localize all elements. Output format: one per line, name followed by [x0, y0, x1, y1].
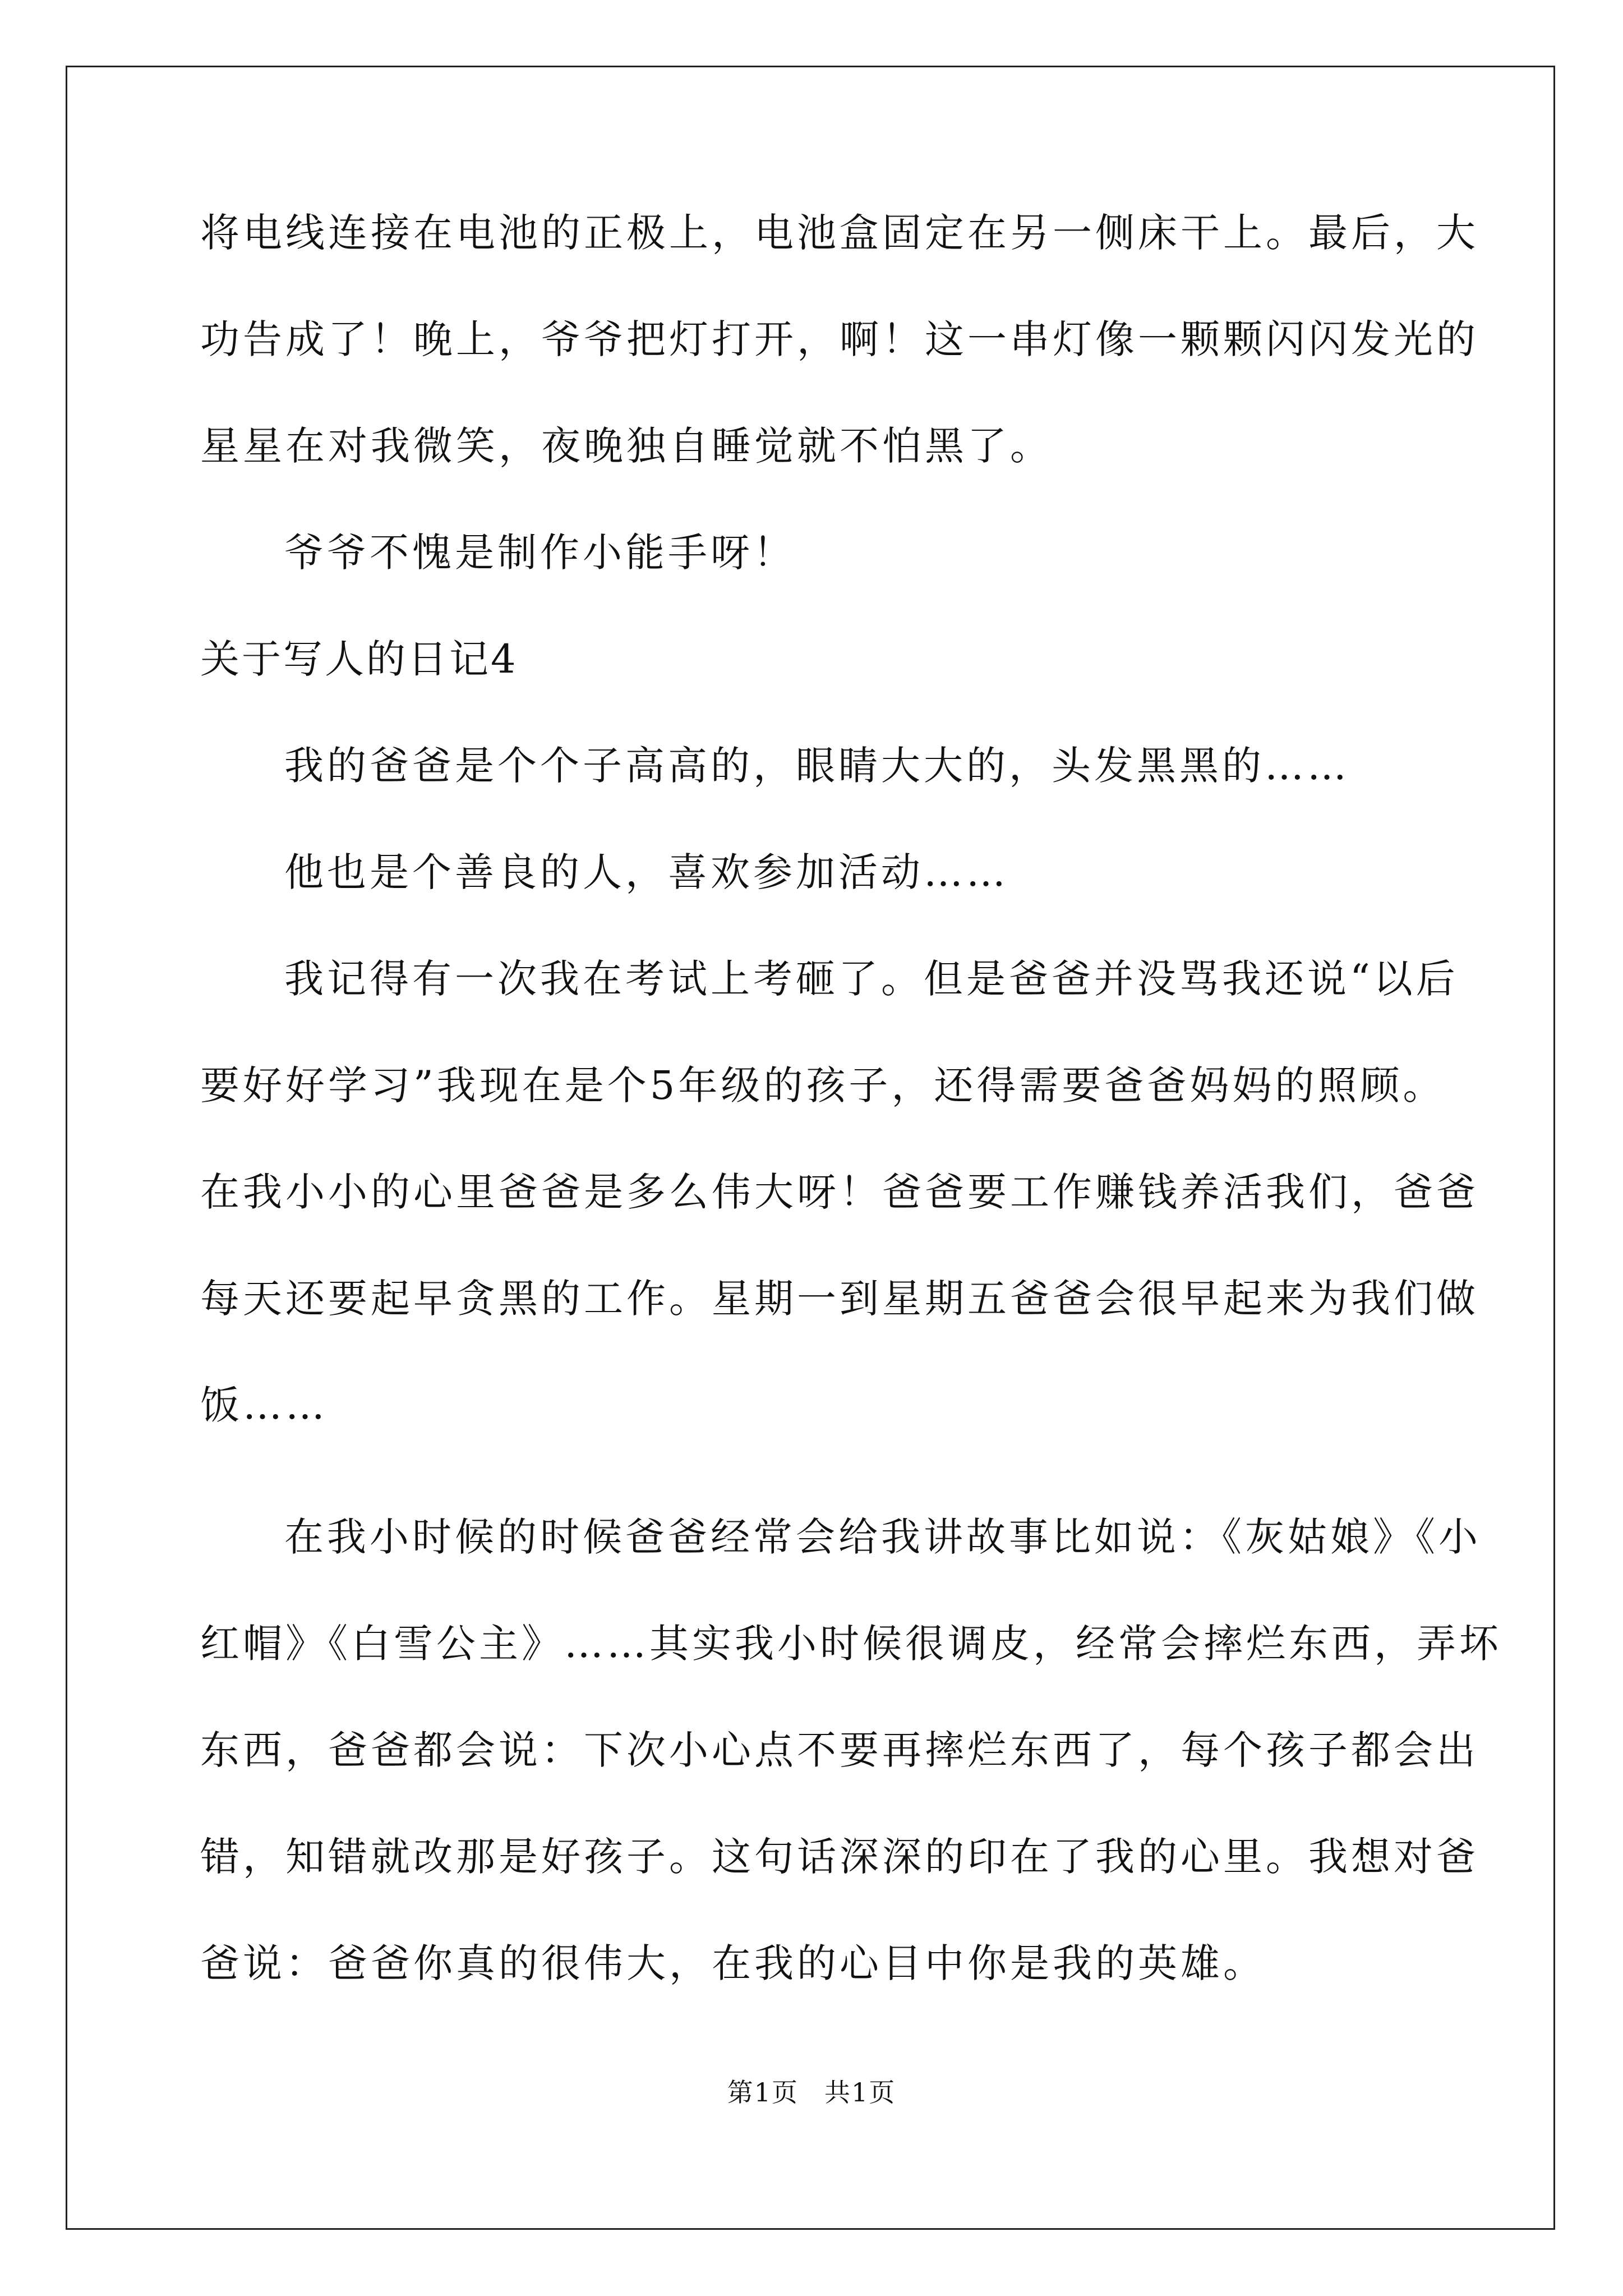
paragraph-line: 我的爸爸是个个子高高的，眼睛大大的，头发黑黑的…… [284, 743, 1350, 789]
paragraph-line: 东西，爸爸都会说：下次小心点不要再摔烂东西了，每个孩子都会出 [200, 1727, 1479, 1773]
paragraph-line: 功告成了！晚上，爷爷把灯打开，啊！这一串灯像一颗颗闪闪发光的 [200, 316, 1479, 362]
paragraph-line: 爸说：爸爸你真的很伟大，在我的心目中你是我的英雄。 [200, 1940, 1266, 1986]
paragraph-line: 饭…… [200, 1382, 328, 1428]
paragraph-line: 红帽》《白雪公主》……其实我小时候很调皮，经常会摔烂东西，弄坏 [200, 1621, 1502, 1667]
page-number: 第1页 [727, 2077, 799, 2108]
paragraph-line: 在我小时候的时候爸爸经常会给我讲故事比如说：《灰姑娘》《小 [284, 1514, 1481, 1560]
paragraph-line: 爷爷不愧是制作小能手呀！ [284, 530, 796, 576]
paragraph-line: 在我小小的心里爸爸是多么伟大呀！爸爸要工作赚钱养活我们，爸爸 [200, 1169, 1479, 1215]
paragraph-line: 要好好学习”我现在是个5年级的孩子，还得需要爸爸妈妈的照顾。 [200, 1062, 1446, 1108]
paragraph-line: 我记得有一次我在考试上考砸了。但是爸爸并没骂我还说“以后 [284, 956, 1459, 1002]
paragraph-line: 他也是个善良的人，喜欢参加活动…… [284, 849, 1009, 895]
page-total: 共1页 [824, 2077, 896, 2108]
paragraph-line: 将电线连接在电池的正极上，电池盒固定在另一侧床干上。最后，大 [200, 210, 1479, 256]
paragraph-line: 错，知错就改那是好孩子。这句话深深的印在了我的心里。我想对爸 [200, 1834, 1479, 1880]
paragraph-line: 星星在对我微笑，夜晚独自睡觉就不怕黑了。 [200, 423, 1053, 469]
page-footer [0, 2076, 1623, 2109]
page-border [66, 66, 1555, 2230]
section-heading: 关于写人的日记4 [200, 636, 518, 682]
paragraph-line: 每天还要起早贪黑的工作。星期一到星期五爸爸会很早起来为我们做 [200, 1276, 1479, 1322]
